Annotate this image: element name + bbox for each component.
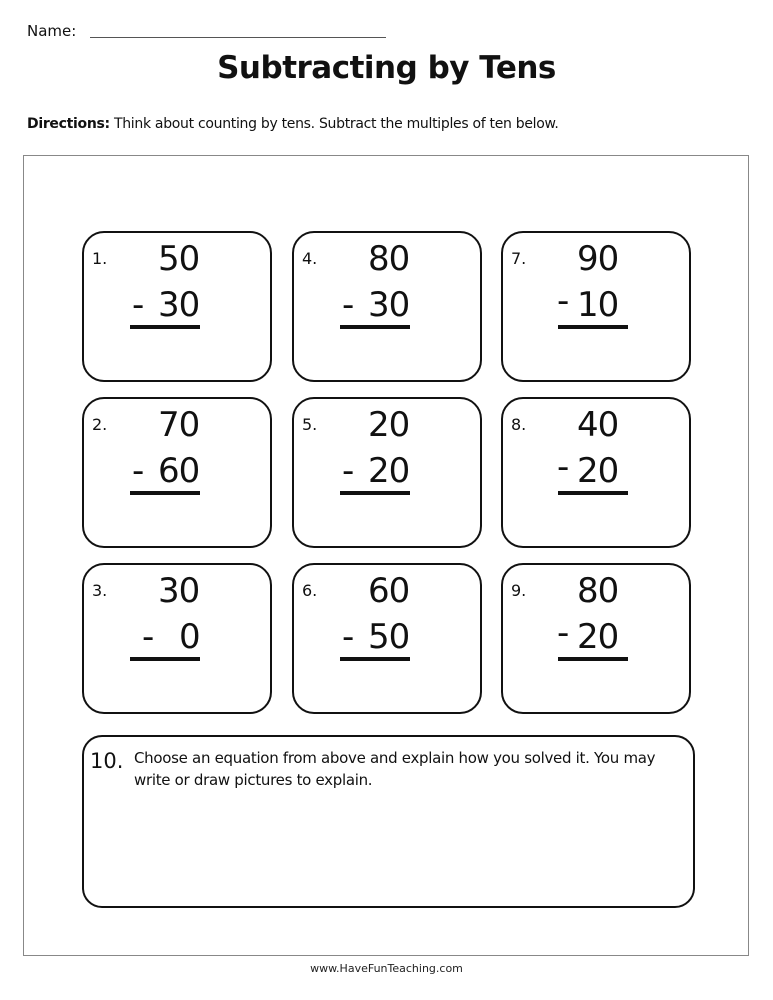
answer-line	[130, 491, 200, 495]
problem-number: 6.	[302, 581, 318, 600]
minuend: 60	[368, 571, 410, 611]
name-line[interactable]	[90, 37, 386, 38]
answer-line	[558, 657, 628, 661]
problem-number: 10.	[90, 749, 124, 773]
subtrahend: 30	[158, 285, 200, 325]
problem-box-5[interactable]	[292, 397, 482, 548]
minuend: 70	[158, 405, 200, 445]
minus-sign: -	[132, 285, 145, 325]
problem-box-1[interactable]	[82, 231, 272, 382]
problem-number: 2.	[92, 415, 108, 434]
minus-sign: -	[142, 617, 155, 657]
name-label: Name:	[27, 22, 77, 40]
subtrahend: 20	[577, 451, 619, 491]
problem-box-2[interactable]	[82, 397, 272, 548]
minus-sign: -	[342, 617, 355, 657]
subtrahend: 10	[577, 285, 619, 325]
minuend: 50	[158, 239, 200, 279]
minuend: 80	[368, 239, 410, 279]
problem-box-7[interactable]	[501, 231, 691, 382]
answer-line	[558, 491, 628, 495]
minuend: 90	[577, 239, 619, 279]
problem-number: 4.	[302, 249, 318, 268]
problem-box-9[interactable]	[501, 563, 691, 714]
subtrahend: 20	[368, 451, 410, 491]
minus-sign: -	[132, 451, 145, 491]
minuend: 20	[368, 405, 410, 445]
problem-number: 7.	[511, 249, 527, 268]
answer-line	[558, 325, 628, 329]
minuend: 80	[577, 571, 619, 611]
footer-website: www.HaveFunTeaching.com	[310, 962, 463, 975]
directions-label: Directions:	[27, 116, 110, 132]
minus-sign: -	[342, 285, 355, 325]
answer-line	[340, 325, 410, 329]
subtrahend: 0	[179, 617, 200, 657]
subtrahend: 20	[577, 617, 619, 657]
page-title: Subtracting by Tens	[217, 50, 556, 86]
subtrahend: 60	[158, 451, 200, 491]
problem-number: 5.	[302, 415, 318, 434]
problem-box-8[interactable]	[501, 397, 691, 548]
answer-line	[340, 491, 410, 495]
answer-line	[340, 657, 410, 661]
answer-line	[130, 657, 200, 661]
subtrahend: 30	[368, 285, 410, 325]
problem-number: 9.	[511, 581, 527, 600]
minus-sign: -	[557, 447, 570, 487]
problem-box-6[interactable]	[292, 563, 482, 714]
question-text: Choose an equation from above and explain how you solved it. You may write or draw pictures to explain.	[134, 749, 656, 789]
answer-line	[130, 325, 200, 329]
minus-sign: -	[342, 451, 355, 491]
directions-text: Think about counting by tens. Subtract the multiples of ten below.	[109, 116, 559, 132]
minuend: 40	[577, 405, 619, 445]
directions	[27, 116, 559, 132]
problem-box-3[interactable]	[82, 563, 272, 714]
subtrahend: 50	[368, 617, 410, 657]
problem-number: 3.	[92, 581, 108, 600]
problem-number: 8.	[511, 415, 527, 434]
minus-sign: -	[557, 613, 570, 653]
minuend: 30	[158, 571, 200, 611]
minus-sign: -	[557, 281, 570, 321]
problem-box-4[interactable]	[292, 231, 482, 382]
problem-number: 1.	[92, 249, 108, 268]
problem-box-10[interactable]	[82, 735, 695, 908]
